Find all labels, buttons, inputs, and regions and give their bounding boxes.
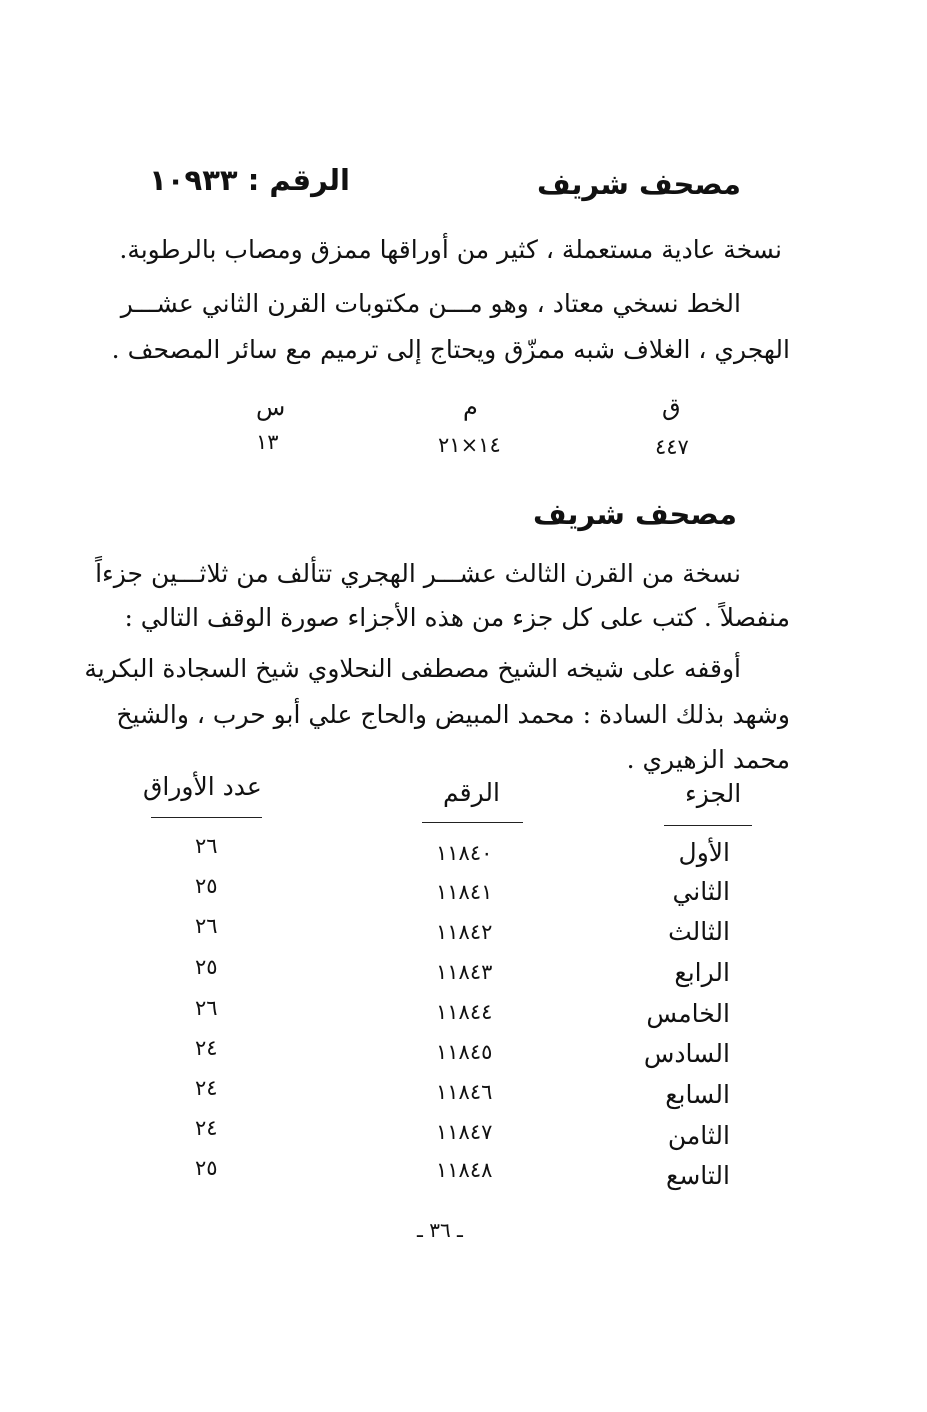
spec-value-leaves: ٤٤٧ xyxy=(655,435,689,459)
spec-header-lines: س xyxy=(256,393,286,421)
table-rule-part xyxy=(664,825,752,826)
row-part: السادس xyxy=(643,1039,730,1068)
entry2-para2-line3: محمد الزهيري . xyxy=(626,745,790,774)
table-rule-leaves xyxy=(151,817,262,818)
entry2-title: مصحف شريف xyxy=(532,497,737,531)
entry1-title: مصحف شريف xyxy=(536,167,741,201)
table-header-leaves: عدد الأوراق xyxy=(143,772,262,801)
entry2-para1-line2: منفصلاً . كتب على كل جزء من هذه الأجزاء صورة الوقف التالي : xyxy=(124,603,790,632)
row-part: الثامن xyxy=(667,1121,730,1150)
spec-header-size: م xyxy=(463,393,478,421)
table-header-part: الجزء xyxy=(685,779,742,808)
spec-value-lines: ١٣ xyxy=(256,430,279,454)
spec-header-leaves: ق xyxy=(662,393,681,421)
row-leaves: ٢٤ xyxy=(195,1076,218,1100)
row-number: ١١٨٤٨ xyxy=(436,1158,493,1182)
row-leaves: ٢٥ xyxy=(195,874,218,898)
row-part: الثاني xyxy=(672,877,730,906)
row-number: ١١٨٤٠ xyxy=(436,841,493,865)
entry2-para2-line1: أوقفه على شيخه الشيخ مصطفى النحلاوي شيخ السجادة البكرية xyxy=(84,654,741,683)
row-number: ١١٨٤١ xyxy=(436,880,493,904)
row-number: ١١٨٤٦ xyxy=(436,1080,493,1104)
row-number: ١١٨٤٥ xyxy=(436,1040,493,1064)
row-part: السابع xyxy=(665,1080,730,1109)
entry2-para1-line1: نسخة من القرن الثالث عشـــر الهجري تتألف من ثلاثـــين جزءاً xyxy=(95,559,741,588)
entry1-para1-line1: نسخة عادية مستعملة ، كثير من أوراقها ممزق ومصاب بالرطوبة. xyxy=(119,235,782,264)
row-leaves: ٢٦ xyxy=(195,914,218,938)
row-part: الرابع xyxy=(674,958,730,987)
row-part: التاسع xyxy=(666,1161,730,1190)
row-number: ١١٨٤٣ xyxy=(436,960,493,984)
row-leaves: ٢٥ xyxy=(195,1156,218,1180)
table-rule-number xyxy=(422,822,523,823)
row-leaves: ٢٤ xyxy=(195,1116,218,1140)
row-part: الخامس xyxy=(646,999,730,1028)
row-number: ١١٨٤٢ xyxy=(436,920,493,944)
entry2-para2-line2: وشهد بذلك السادة : محمد المبيض والحاج علي أبو حرب ، والشيخ xyxy=(116,700,790,729)
row-leaves: ٢٦ xyxy=(195,834,218,858)
entry1-para2-line2: الهجري ، الغلاف شبه ممزّق ويحتاج إلى ترميم مع سائر المصحف . xyxy=(111,335,790,364)
entry1-para2-line1: الخط نسخي معتاد ، وهو مـــن مكتوبات القرن الثاني عشـــر xyxy=(120,289,741,318)
spec-value-size: ١٤×٢١ xyxy=(438,433,501,457)
row-leaves: ٢٤ xyxy=(195,1036,218,1060)
row-part: الثالث xyxy=(668,917,730,946)
entry1-number: الرقم : ١٠٩٣٣ xyxy=(149,163,350,197)
row-part: الأول xyxy=(678,838,730,867)
row-leaves: ٢٥ xyxy=(195,955,218,979)
table-header-number: الرقم xyxy=(443,778,500,807)
row-number: ١١٨٤٤ xyxy=(436,1000,493,1024)
row-leaves: ٢٦ xyxy=(195,996,218,1020)
page-number: ـ ٣٦ ـ xyxy=(417,1218,463,1242)
row-number: ١١٨٤٧ xyxy=(436,1120,493,1144)
